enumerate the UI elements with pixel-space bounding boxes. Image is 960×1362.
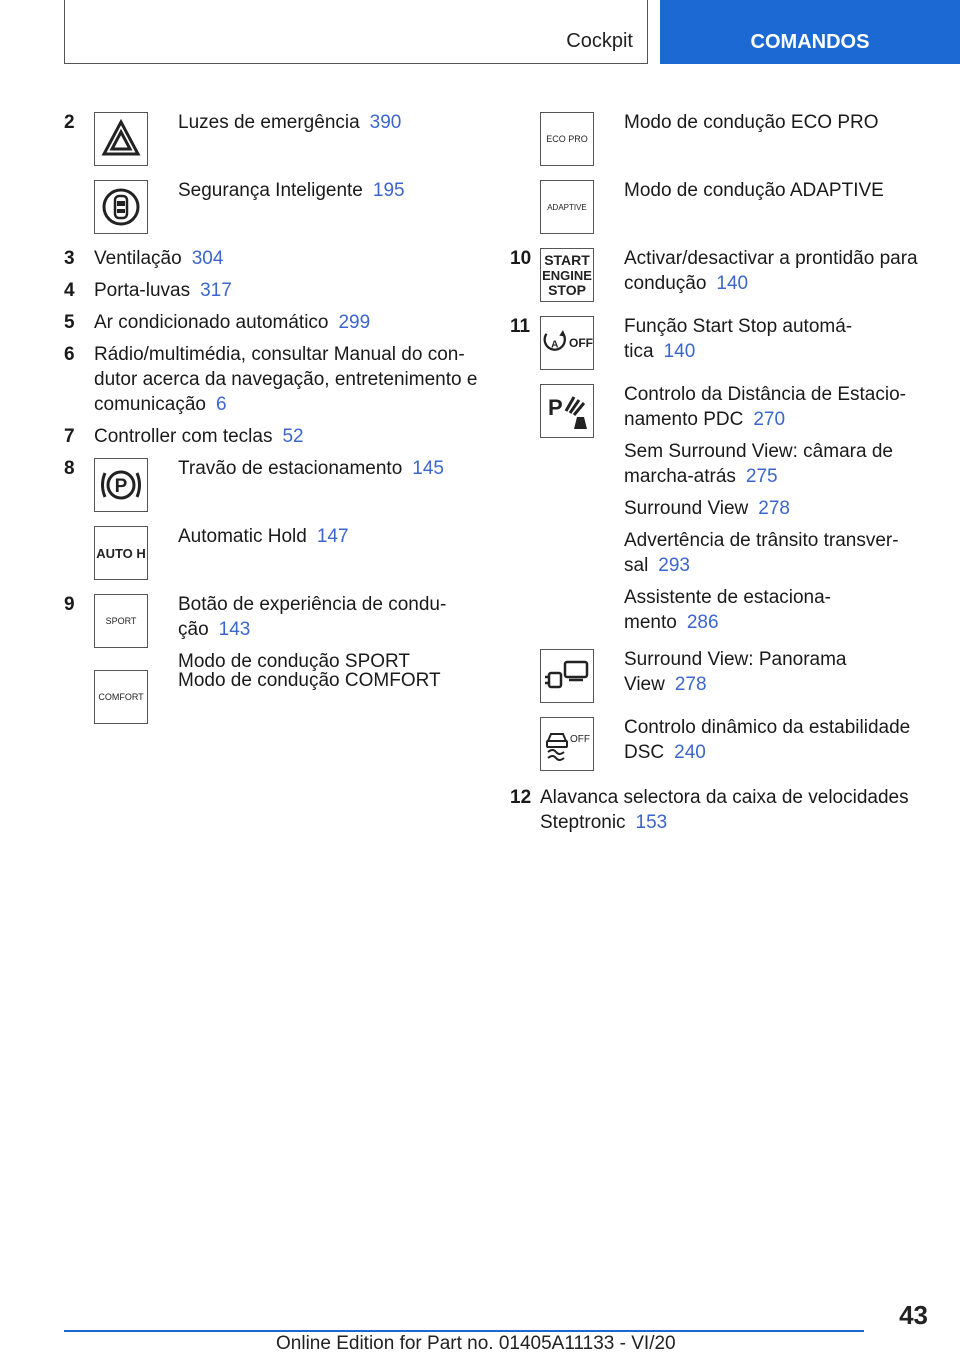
page-ref-link[interactable]: 317 [200,280,232,301]
icon-label: ENGINE [542,267,592,283]
chapter-tab: COMANDOS [660,0,960,64]
entry-10 [510,246,930,302]
item-text: mento [624,612,677,633]
entry-12 [510,785,930,835]
page-ref-link[interactable]: 140 [716,273,749,294]
item-text: Alavanca selectora da caixa de velocidades [540,787,909,808]
item-text: Ventilação [94,248,182,269]
start-engine-stop-icon [540,248,594,302]
item-text: namento PDC [624,409,744,430]
item-text: Porta-luvas [94,280,191,301]
item-text: Luzes de emergência [178,112,360,133]
icon-label: AUTO H [96,545,146,561]
entry-9 [64,592,484,724]
page-ref-link[interactable]: 275 [745,466,778,487]
item-text: Modo de condução COMFORT [178,670,441,691]
entry-number: 10 [510,248,532,269]
entry-4 [64,278,484,303]
adaptive-button-icon [540,180,594,234]
entry-7 [64,424,484,449]
footer-edition: Online Edition for Part no. 01405A11133 - VI/20 [276,1333,676,1354]
list-item [540,178,930,234]
entry-11 [510,314,930,771]
item-text: Modo de condução ECO PRO [624,112,879,133]
item-text: Assistente de estaciona- [624,587,832,608]
item-text: DSC [624,742,665,763]
icon-label: ECO PRO [546,134,588,144]
surround-view-panorama-icon [540,649,594,703]
item-text: Controlo dinâmico da estabilidade [624,717,911,738]
item-text: Modo de condução SPORT [178,651,411,672]
list-item [94,456,484,512]
item-text: sal [624,555,649,576]
intelligent-safety-icon [94,180,148,234]
entry-6 [64,342,484,417]
entry-9-continued [510,110,930,234]
list-item [94,524,484,580]
item-text: Segurança Inteligente [178,180,363,201]
entry-number: 5 [64,312,75,333]
item-text: Função Start Stop automá- [624,316,853,337]
page-ref-link[interactable]: 278 [758,498,790,519]
comfort-button-icon [94,670,148,724]
page-ref-link[interactable]: 153 [635,812,668,833]
entry-number: 2 [64,112,75,133]
item-text: Controlo da Distância de Estacio- [624,384,906,405]
item-text: ção [178,619,209,640]
icon-label: STOP [548,281,586,298]
page-ref-link[interactable]: 195 [372,180,405,201]
item-text: Automatic Hold [178,526,307,547]
left-column [64,110,484,736]
page-number: 43 [899,1300,928,1330]
entry-number: 3 [64,248,75,269]
entry-number: 6 [64,344,75,365]
list-item [94,592,484,674]
list-item [540,382,930,635]
page-ref-link[interactable]: 145 [412,458,444,479]
page-ref-link[interactable]: 293 [658,555,690,576]
entry-number: 8 [64,458,75,479]
list-item [540,110,930,166]
footer-divider [64,1330,864,1332]
entry-number: 12 [510,787,532,808]
entry-number: 7 [64,426,75,447]
icon-label: OFF [569,336,593,350]
item-text: Surround View [624,498,749,519]
list-item [540,246,930,302]
item-text: Modo de condução ADAPTIVE [624,180,884,201]
dsc-off-icon [540,717,594,771]
svg-text:A: A [551,339,559,351]
auto-start-stop-off-icon [540,316,594,370]
icon-label: ADAPTIVE [547,202,587,212]
item-text: Sem Surround View: câmara de [624,441,893,462]
right-column [510,110,930,842]
list-item [540,715,930,771]
list-item [94,668,484,724]
page-ref-link[interactable]: 52 [282,426,304,447]
section-title: Cockpit [566,30,633,52]
item-text: Travão de estacionamento [178,458,403,479]
entry-number: 4 [64,280,75,301]
page-ref-link[interactable]: 240 [674,742,706,763]
page-ref-link[interactable]: 140 [663,341,696,362]
svg-text:P: P [548,395,563,420]
entry-8 [64,456,484,580]
page-ref-link[interactable]: 299 [338,312,371,333]
item-text: condução [624,273,707,294]
item-text: Ar condicionado automático [94,312,329,333]
auto-hold-icon [94,526,148,580]
item-text: Steptronic [540,812,626,833]
item-text: tica [624,341,654,362]
page-ref-link[interactable]: 286 [686,612,719,633]
list-item [540,314,930,370]
item-text: View [624,674,665,695]
page-ref-link[interactable]: 270 [753,409,786,430]
icon-label: SPORT [105,616,137,626]
entry-5 [64,310,484,335]
item-text: comunicação [94,394,206,415]
item-text: dutor acerca da navegação, entretenimento e [94,369,478,390]
page-ref-link[interactable]: 278 [674,674,707,695]
item-text: Activar/desactivar a prontidão para [624,248,918,269]
list-item [94,178,484,234]
list-item [540,647,930,703]
page-ref-link[interactable]: 147 [316,526,349,547]
svg-text:P: P [114,476,128,497]
item-text: Surround View: Panorama [624,649,847,670]
parking-brake-icon [94,458,148,512]
item-text: marcha-atrás [624,466,736,487]
item-text: Botão de experiência de condu- [178,594,447,615]
icon-label: START [544,251,590,268]
icon-label: OFF [570,733,590,745]
hazard-warning-icon [94,112,148,166]
list-item [94,110,484,166]
entry-2 [64,110,484,234]
item-text: Advertência de trânsito transver- [624,530,899,551]
page-ref-link[interactable]: 304 [191,248,224,269]
icon-label: COMFORT [98,692,144,702]
park-distance-control-icon [540,384,594,438]
page-ref-link[interactable]: 6 [215,394,227,415]
sport-button-icon [94,594,148,648]
item-text: Controller com teclas [94,426,273,447]
page-ref-link[interactable]: 390 [369,112,402,133]
page-ref-link[interactable]: 143 [218,619,251,640]
item-text: Rádio/multimédia, consultar Manual do con- [94,344,465,365]
entry-3 [64,246,484,271]
header-frame [64,0,648,64]
eco-pro-button-icon [540,112,594,166]
entry-number: 9 [64,594,75,615]
entry-number: 11 [510,316,531,337]
